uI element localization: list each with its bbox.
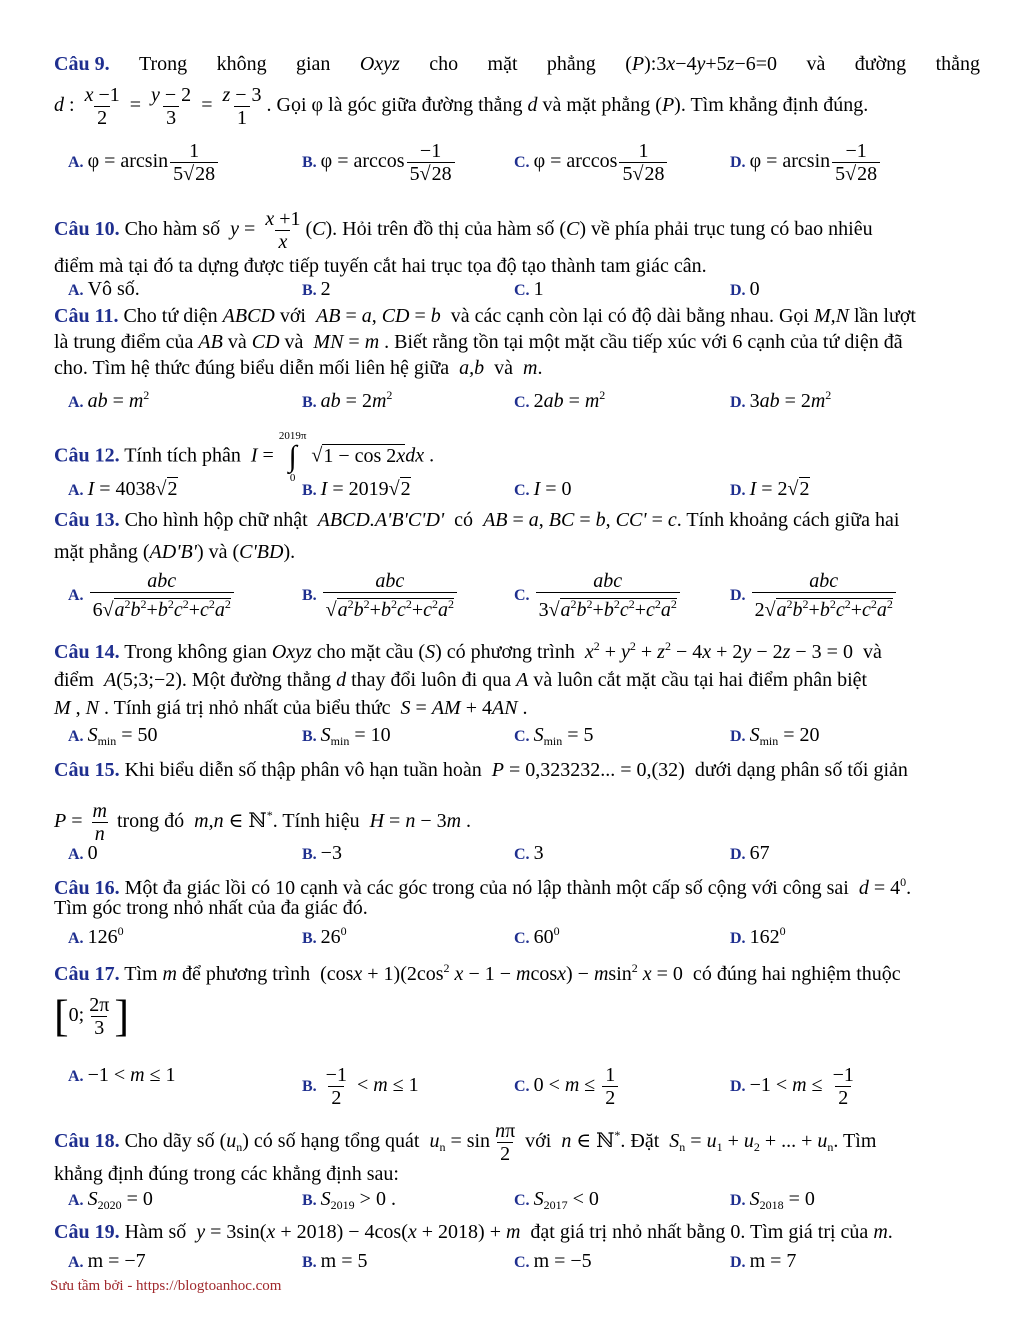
option-c[interactable]: C. 3: [514, 842, 544, 864]
question-13-line-2: mặt phẳng (AD'B') và (C'BD).: [54, 541, 296, 563]
option-a[interactable]: A. −1 < m ≤ 1: [68, 1064, 176, 1086]
option-a[interactable]: A. $126^0$: [68, 924, 124, 948]
integral-sign: 2019π ∫ 0: [278, 430, 307, 484]
question-10-line-1: Câu 10. Cho hàm số y = $\frac{x +1}{x}$ (C). Hỏi trên đồ thị của hàm số (C) về phía phải trục tung có bao nhiêu: [54, 208, 873, 253]
option-a[interactable]: A. ab = $m^2$: [68, 388, 150, 412]
question-11-line-3: cho. Tìm hệ thức đúng biểu diễn mối liên hệ giữa a,b và m.: [54, 357, 543, 379]
option-c[interactable]: C. $60^0$: [514, 924, 560, 948]
option-b[interactable]: B. $26^0$: [302, 924, 347, 948]
question-16-line-2: Tìm góc trong nhỏ nhất của đa giác đó.: [54, 897, 368, 919]
question-9-line-2: d : $\frac{x -1}{2}$ = $\frac{y - 2}{3}$ = $\frac{z - 3}{1}$ . Gọi φ là góc giữa đường thẳng d và mặt phẳng (P). Tìm khẳng định đúng.: [54, 84, 869, 129]
question-19-line-1: Câu 19. Hàm số y = 3sin(x + 2018) − 4cos(x + 2018) + m đạt giá trị nhỏ nhất bằng 0. Tìm giá trị của m.: [54, 1221, 893, 1243]
question-label: Câu 19.: [54, 1221, 120, 1243]
option-a[interactable]: A. $S_{min} = 50$: [68, 724, 158, 748]
option-c[interactable]: C. $2ab = m^2$: [514, 388, 606, 412]
question-label: Câu 16.: [54, 877, 120, 899]
option-d[interactable]: D. I = 2√2: [730, 478, 810, 500]
option-b[interactable]: B. I = 2019√2: [302, 478, 411, 500]
option-a[interactable]: A. Vô số.: [68, 278, 140, 300]
question-label: Câu 17.: [54, 963, 120, 985]
question-14-line-3: M , N . Tính giá trị nhỏ nhất của biểu thức S = AM + 4AN .: [54, 697, 528, 719]
option-b[interactable]: B. $\frac{-1}{2}$ < m ≤ 1: [302, 1064, 419, 1109]
question-14-line-1: Câu 14. Trong không gian Oxyz cho mặt cầu (S) có phương trình $x^2 + y^2 + z^2 - 4x + 2y - 2z - 3 = 0$ và: [54, 639, 882, 663]
footer-source-link[interactable]: Sưu tầm bởi - https://blogtoanhoc.com: [50, 1278, 282, 1294]
option-a[interactable]: A. 0: [68, 842, 98, 864]
question-label: Câu 14.: [54, 641, 120, 663]
option-d[interactable]: D. $\frac{\text{abc}}{2√a^2b^2+b^2c^2+c^2a^2}$: [730, 570, 898, 621]
option-c[interactable]: C. I = 0: [514, 478, 572, 500]
question-label: Câu 10.: [54, 218, 120, 241]
option-b[interactable]: B. $S_{min} = 10$: [302, 724, 391, 748]
question-15-line-2: P = $\frac{m}{n}$ trong đó m,n ∈ ℕ*. Tính hiệu H = n − 3m .: [54, 800, 472, 845]
option-c[interactable]: C. φ = arccos $\frac{1}{5√28}$: [514, 140, 669, 185]
question-18-line-1: Câu 18. Cho dãy số $(u_n)$ có số hạng tổng quát $u_n = \sin$ $\frac{n\pi}{2}$ với n ∈ ℕ*. Đặt $S_n = u_1 + u_2$ + ... + $u_n$. Tìm: [54, 1120, 877, 1165]
option-d[interactable]: D. $S_{min} = 20$: [730, 724, 820, 748]
option-b[interactable]: B. −3: [302, 842, 342, 864]
option-a[interactable]: A. I = 4038√2: [68, 478, 178, 500]
option-c[interactable]: C. $\frac{\text{abc}}{3√a^2b^2+b^2c^2+c^2a^2}$: [514, 570, 682, 621]
question-12-line-1: Câu 12. Tính tích phân I = 2019π ∫ 0 √1 − cos 2xdx .: [54, 430, 435, 484]
question-label: Câu 12.: [54, 444, 120, 467]
option-b[interactable]: B. $\frac{\text{abc}}{√a^2b^2+b^2c^2+c^2a^2}$: [302, 570, 459, 621]
option-b[interactable]: B. 2: [302, 278, 331, 300]
option-d[interactable]: D. $162^0$: [730, 924, 786, 948]
option-c[interactable]: C. m = −5: [514, 1250, 592, 1272]
question-13-line-1: Câu 13. Cho hình hộp chữ nhật ABCD.A'B'C'D' có AB = a, BC = b, CC' = c. Tính khoảng cách giữa hai: [54, 509, 900, 531]
question-15-line-1: Câu 15. Khi biểu diễn số thập phân vô hạn tuần hoàn P = 0,323232... = 0,(32) dưới dạng phân số tối giản: [54, 759, 908, 781]
option-a[interactable]: A. $\frac{\text{abc}}{6√a^2b^2+b^2c^2+c^2a^2}$: [68, 570, 236, 621]
option-a[interactable]: A. φ = arcsin $\frac{1}{5√28}$: [68, 140, 220, 185]
option-a[interactable]: A. m = −7: [68, 1250, 146, 1272]
option-d[interactable]: D. 0: [730, 278, 760, 300]
option-c[interactable]: C. 0 < m ≤ $\frac{1}{2}$: [514, 1064, 620, 1109]
option-a[interactable]: A. $S_{2020} = 0$: [68, 1188, 153, 1212]
question-label: Câu 11.: [54, 305, 119, 327]
question-14-line-2: điểm A(5;3;−2). Một đường thẳng d thay đổi luôn đi qua A và luôn cắt mặt cầu tại hai điểm phân biệt: [54, 669, 868, 691]
question-label: Câu 18.: [54, 1130, 120, 1153]
question-17-line-2: [0; $\frac{2\pi}{3}$ ]: [54, 991, 129, 1041]
question-18-line-2: khẳng định đúng trong các khẳng định sau:: [54, 1163, 399, 1185]
question-16-line-1: Câu 16. Một đa giác lồi có 10 cạnh và các góc trong của nó lập thành một cấp số cộng với công sai $d = 4^0$.: [54, 875, 912, 899]
question-label: Câu 15.: [54, 759, 120, 781]
option-d[interactable]: D. −1 < m ≤ $\frac{-1}{2}$: [730, 1064, 854, 1109]
question-11-line-1: Câu 11. Cho tứ diện ABCD với AB = a, CD = b và các cạnh còn lại có độ dài bằng nhau. Gọi M,N lần lượt: [54, 305, 916, 327]
option-b[interactable]: B. m = 5: [302, 1250, 368, 1272]
option-d[interactable]: D. $3ab = 2m^2$: [730, 388, 832, 412]
question-11-line-2: là trung điểm của AB và CD và MN = m . Biết rằng tồn tại một mặt cầu tiếp xúc với 6 cạnh của tứ diện đã: [54, 331, 903, 353]
question-label: Câu 13.: [54, 509, 120, 531]
option-b[interactable]: B. $S_{2019} > 0$ .: [302, 1188, 396, 1212]
option-c[interactable]: C. $S_{2017} < 0$: [514, 1188, 599, 1212]
question-17-line-1: Câu 17. Tìm m để phương trình $(\cos x + 1)(2\cos^2$ x − 1 − mcosx) − msin$^2$ x = 0 có đúng hai nghiệm thuộc: [54, 961, 901, 985]
option-b[interactable]: B. φ = arccos $\frac{-1}{5√28}$: [302, 140, 457, 185]
option-d[interactable]: D. φ = arcsin $\frac{-1}{5√28}$: [730, 140, 882, 185]
option-d[interactable]: D. $S_{2018} = 0$: [730, 1188, 815, 1212]
option-b[interactable]: B. ab = $2m^2$: [302, 388, 393, 412]
option-d[interactable]: D. 67: [730, 842, 770, 864]
option-c[interactable]: C. 1: [514, 278, 544, 300]
option-c[interactable]: C. $S_{min} = 5$: [514, 724, 594, 748]
option-d[interactable]: D. m = 7: [730, 1250, 797, 1272]
question-9-line-1: Câu 9. Trong không gian Oxyz cho mặt phẳng (P):3x−4y+5z−6=0 và đường thẳng: [54, 53, 980, 75]
question-label: Câu 9.: [54, 53, 110, 75]
question-10-line-2: điểm mà tại đó ta dựng được tiếp tuyến cắt hai trục tọa độ tạo thành tam giác cân.: [54, 255, 707, 277]
